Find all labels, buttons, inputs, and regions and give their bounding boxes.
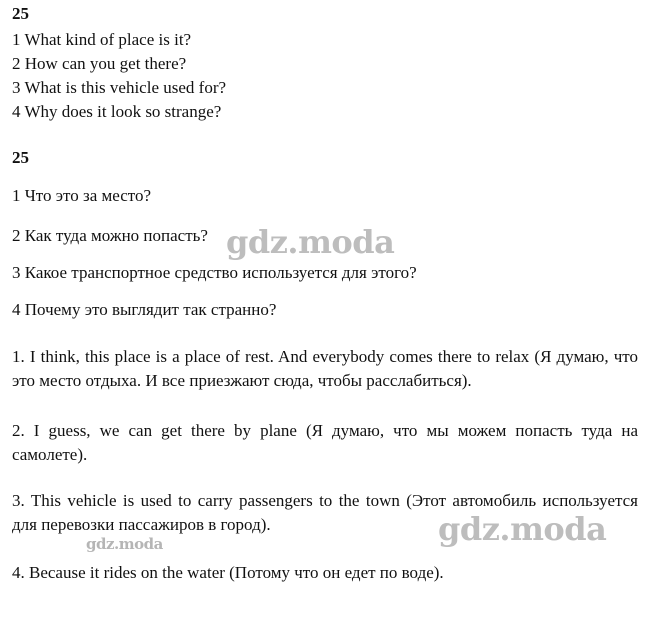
watermark-right: gdz.moda (438, 510, 607, 548)
question-ru-4: 4 Почему это выглядит так странно? (12, 300, 277, 319)
section-number-ru: 25 (12, 148, 29, 167)
watermark-top: gdz.moda (226, 223, 395, 261)
question-en-2: 2 How can you get there? (12, 54, 187, 73)
watermark-small: gdz.moda (86, 535, 163, 553)
question-en-4: 4 Why does it look so strange? (12, 102, 222, 121)
question-en-3: 3 What is this vehicle used for? (12, 78, 227, 97)
answer-2: 2. I guess, we can get there by plane (Я думаю, что мы можем попасть туда на самолете). (12, 421, 638, 464)
question-ru-1: 1 Что это за место? (12, 186, 152, 205)
question-ru-2: 2 Как туда можно попасть? (12, 226, 208, 245)
question-ru-3: 3 Какое транспортное средство используется для этого? (12, 263, 417, 282)
answer-4: 4. Because it rides on the water (Потому что он едет по воде). (12, 563, 444, 582)
question-en-1: 1 What kind of place is it? (12, 30, 192, 49)
section-number-en: 25 (12, 4, 29, 23)
answer-1: 1. I think, this place is a place of rest. And everybody comes there to relax (Я думаю, что это место отдыха. И все приезжают сюда, чтобы расслабиться). (12, 347, 638, 390)
answer-3: 3. This vehicle is used to carry passengers to the town (Этот автомобиль используется для перевозки пассажиров в город). (12, 491, 638, 534)
